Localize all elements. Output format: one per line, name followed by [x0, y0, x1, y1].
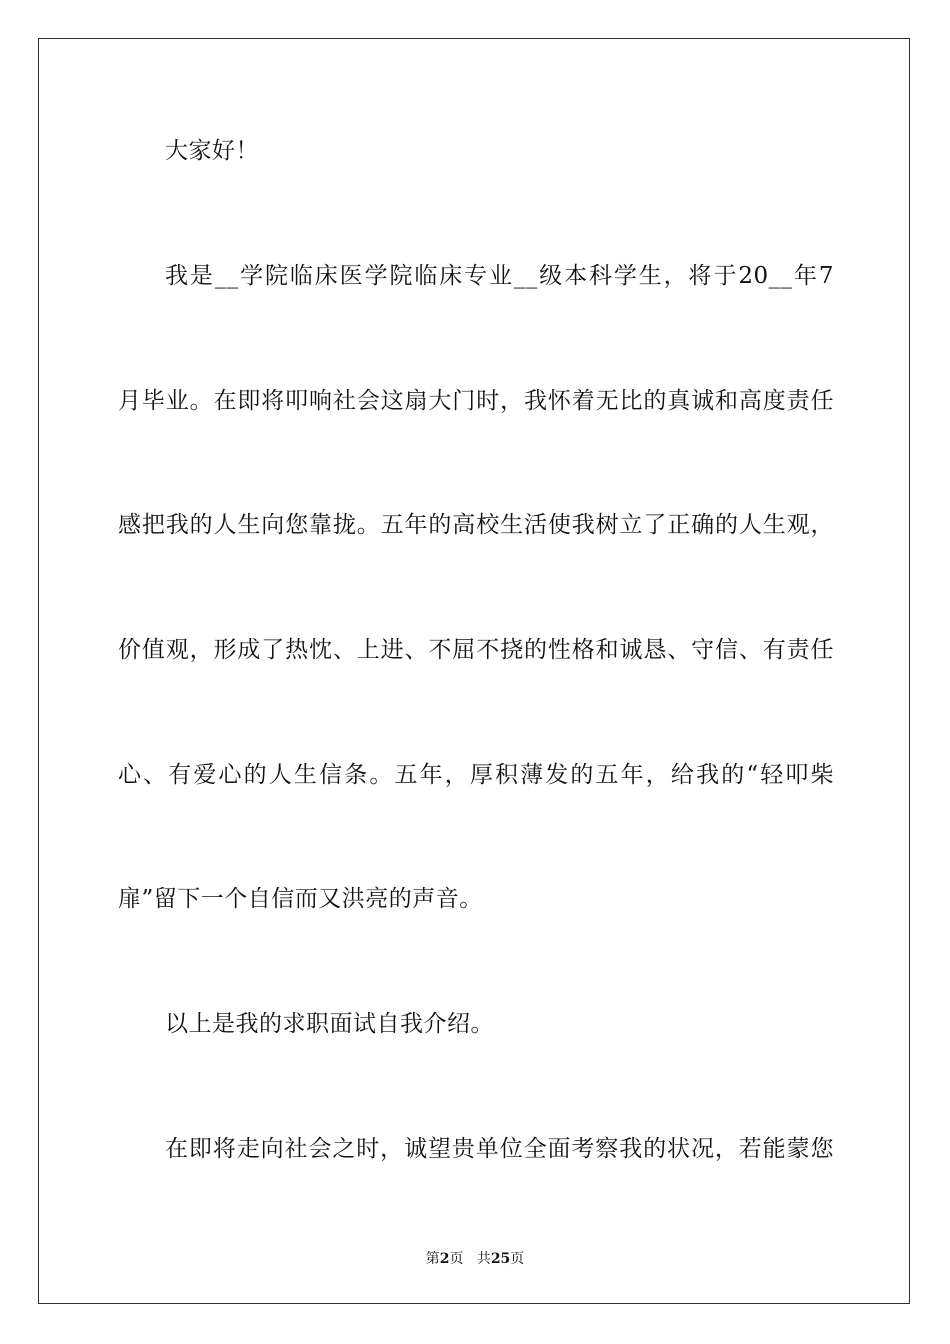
total-prefix: 共: [476, 1251, 491, 1267]
page-border: [38, 38, 910, 1304]
paragraph-line: 我是__学院临床医学院临床专业__级本科学生，将于20__年7: [165, 263, 834, 289]
paragraph-line: 心、有爱心的人生信条。五年，厚积薄发的五年，给我的“轻叩柴: [118, 762, 834, 788]
page-suffix: 页: [449, 1251, 464, 1267]
paragraph-line: 扉”留下一个自信而又洪亮的声音。: [118, 886, 483, 912]
page-prefix: 第: [425, 1251, 440, 1267]
paragraph-line: 感把我的人生向您靠拢。五年的高校生活使我树立了正确的人生观，: [118, 512, 834, 538]
page-number: 2: [439, 1251, 450, 1267]
paragraph-line: 月毕业。在即将叩响社会这扇大门时，我怀着无比的真诚和高度责任: [118, 388, 834, 414]
paragraph-greeting: 大家好！: [165, 138, 259, 164]
page-footer: [0, 1248, 950, 1268]
paragraph-line: 价值观，形成了热忱、上进、不屈不挠的性格和诚恳、守信、有责任: [118, 637, 834, 663]
total-pages: 25: [490, 1251, 511, 1267]
paragraph-line: 在即将走向社会之时，诚望贵单位全面考察我的状况，若能蒙您: [165, 1136, 834, 1162]
total-suffix: 页: [510, 1251, 525, 1267]
paragraph-line: 以上是我的求职面试自我介绍。: [165, 1011, 494, 1037]
